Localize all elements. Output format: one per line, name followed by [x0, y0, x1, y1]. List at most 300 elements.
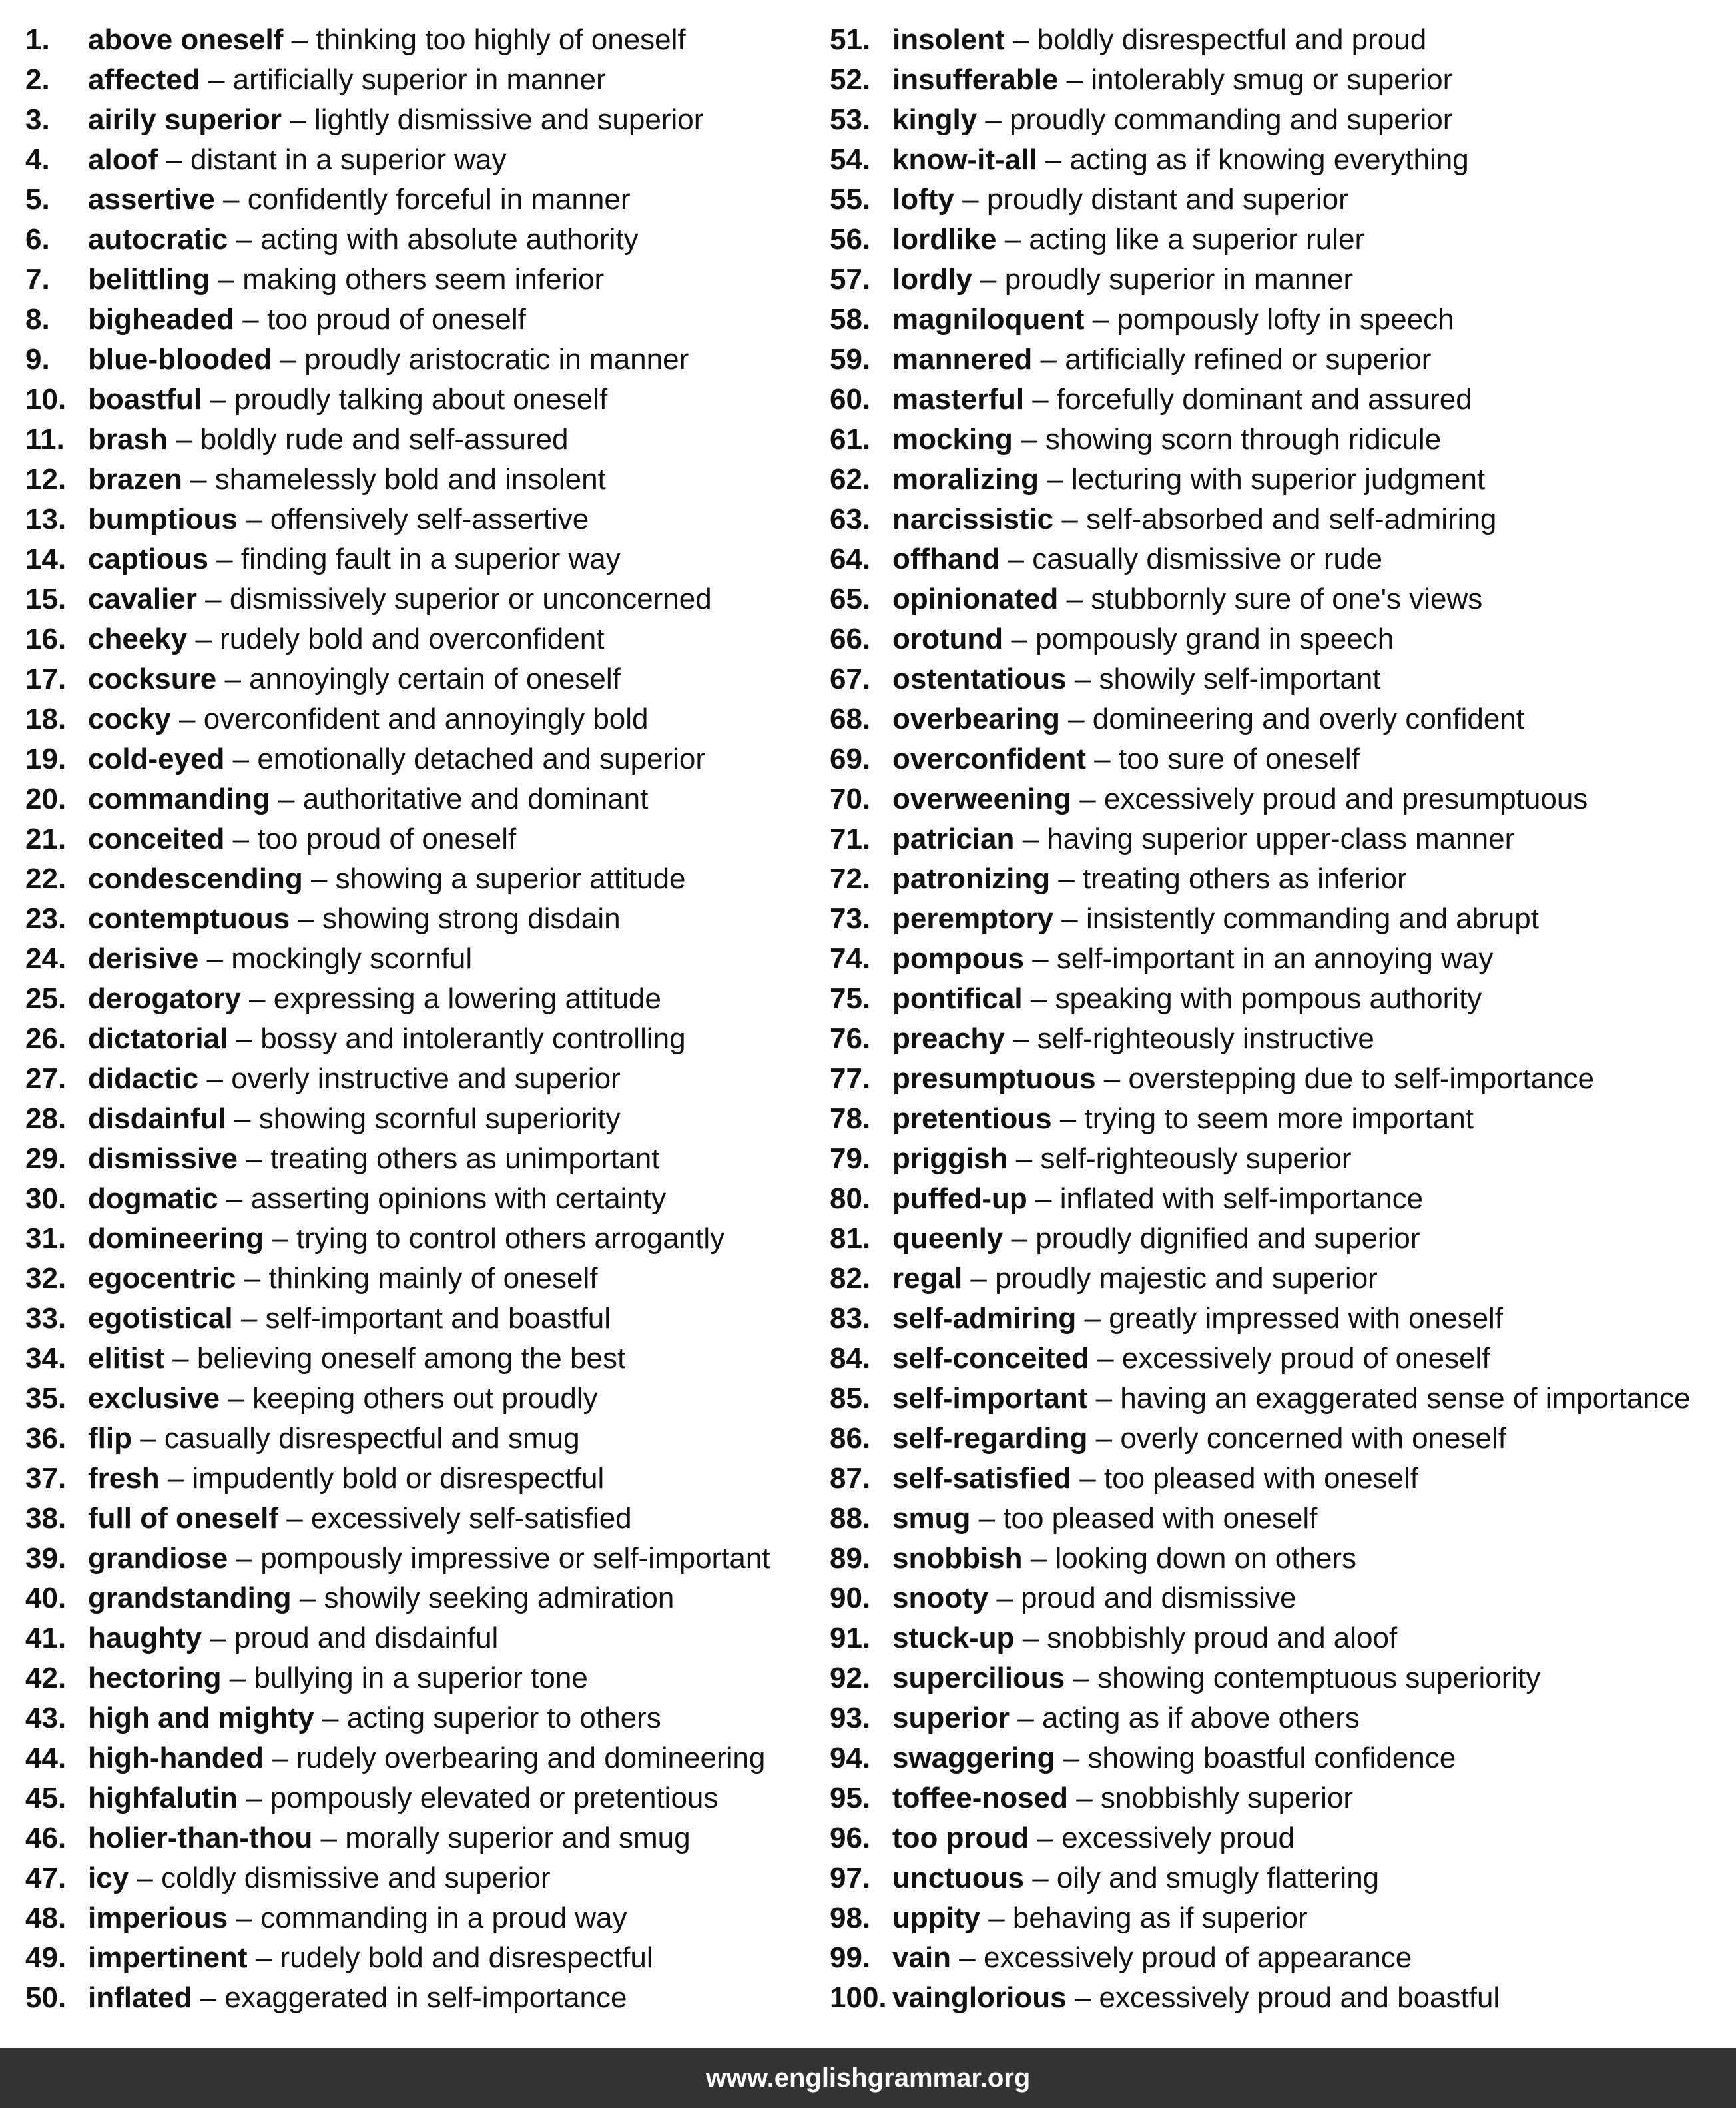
list-item [25, 1658, 811, 1698]
list-item-word: snobbish [892, 1542, 1023, 1575]
list-item [25, 699, 811, 739]
list-item-number: 16. [25, 623, 67, 655]
list-item [25, 1698, 811, 1738]
list-item-word: overweening [892, 783, 1071, 815]
list-item-separator: – [977, 103, 1010, 136]
list-item-definition: rudely overbearing and domineering [296, 1742, 766, 1774]
list-item-separator: – [228, 1902, 261, 1934]
list-item-separator: – [1023, 942, 1057, 975]
list-item-definition: too pleased with oneself [1003, 1502, 1318, 1535]
list-item [25, 939, 811, 979]
list-item-separator: – [263, 1742, 296, 1774]
list-item-definition: excessively proud of oneself [1121, 1342, 1490, 1375]
list-item-word: insufferable [892, 63, 1059, 96]
list-item-number: 11. [25, 423, 65, 456]
list-item-word: peremptory [892, 902, 1054, 935]
list-item-separator: – [1039, 463, 1071, 496]
list-item-definition: proud and disdainful [234, 1622, 499, 1654]
list-item-separator: – [1032, 343, 1065, 376]
list-item-definition: confidently forceful in manner [247, 183, 631, 216]
list-item-definition: showily seeking admiration [324, 1582, 675, 1614]
list-item [25, 1898, 811, 1938]
list-item [830, 340, 1722, 380]
list-item [830, 180, 1722, 220]
list-item [25, 380, 811, 420]
list-item-number: 5. [25, 183, 50, 216]
list-item-word: self-satisfied [892, 1462, 1071, 1495]
list-item-word: belittling [88, 263, 210, 296]
list-item-word: affected [88, 63, 200, 96]
list-item [25, 579, 811, 619]
list-item-number: 75. [830, 982, 871, 1015]
list-item-definition: annoyingly certain of oneself [249, 663, 621, 695]
list-item-number: 36. [25, 1422, 67, 1455]
list-item-number: 100. [830, 1981, 887, 2014]
list-item-word: bigheaded [88, 303, 235, 336]
list-item-definition: showing boastful confidence [1087, 1742, 1456, 1774]
list-item-definition: expressing a lowering attitude [273, 982, 661, 1015]
list-item-separator: – [198, 942, 232, 975]
list-item-separator: – [1059, 703, 1093, 735]
list-item-word: elitist [88, 1342, 164, 1375]
list-item [25, 1019, 811, 1059]
list-item-definition: behaving as if superior [1012, 1902, 1308, 1934]
list-item-separator: – [1010, 1702, 1042, 1734]
list-item-word: autocratic [88, 223, 228, 256]
list-item-separator: – [290, 902, 323, 935]
list-item-word: airily superior [88, 103, 282, 136]
list-item-word: vainglorious [892, 1981, 1067, 2014]
list-item-separator: – [1066, 1981, 1099, 2014]
list-item-number: 4. [25, 143, 50, 176]
list-item-number: 69. [830, 743, 871, 775]
list-item-separator: – [198, 1062, 232, 1095]
list-item [25, 100, 811, 140]
list-item-word: cocky [88, 703, 171, 735]
list-item [830, 699, 1722, 739]
list-item-separator: – [996, 223, 1029, 256]
list-item-word: lofty [892, 183, 954, 216]
list-item-separator: – [196, 583, 230, 615]
list-item-number: 68. [830, 703, 871, 735]
list-item-word: too proud [892, 1822, 1029, 1854]
footer-bar [0, 2048, 1736, 2108]
list-item [25, 180, 811, 220]
list-item-separator: – [214, 183, 248, 216]
list-item-number: 58. [830, 303, 871, 336]
list-item-number: 80. [830, 1182, 871, 1215]
list-item-separator: – [164, 1342, 197, 1375]
list-item-word: self-conceited [892, 1342, 1089, 1375]
list-item [830, 1658, 1722, 1698]
list-item-separator: – [228, 1022, 261, 1055]
list-item-number: 37. [25, 1462, 67, 1495]
list-item [830, 1419, 1722, 1459]
list-item [25, 859, 811, 899]
list-item-separator: – [202, 1622, 235, 1654]
list-item-separator: – [1089, 1342, 1122, 1375]
list-item-word: insolent [892, 23, 1005, 56]
list-item-separator: – [202, 383, 235, 416]
list-item-number: 13. [25, 503, 67, 535]
list-item-definition: greatly impressed with oneself [1109, 1302, 1504, 1335]
list-item-definition: snobbishly superior [1100, 1782, 1354, 1814]
list-item-separator: – [131, 1422, 164, 1455]
list-item-definition: oily and smugly flattering [1056, 1862, 1380, 1894]
list-item-word: self-admiring [892, 1302, 1077, 1335]
list-item-separator: – [208, 543, 241, 575]
list-item [25, 899, 811, 939]
list-item [25, 60, 811, 100]
list-item [25, 20, 811, 60]
list-item-number: 18. [25, 703, 67, 735]
list-item-definition: distant in a superior way [190, 143, 507, 176]
list-item-separator: – [1050, 863, 1083, 895]
list-item-word: supercilious [892, 1662, 1065, 1694]
list-item-definition: pompously impressive or self-important [260, 1542, 770, 1575]
list-item [830, 1339, 1722, 1379]
list-item [830, 939, 1722, 979]
list-item [25, 460, 811, 500]
list-item-definition: keeping others out proudly [252, 1382, 598, 1415]
list-item-definition: making others seem inferior [242, 263, 605, 296]
list-item-separator: – [1003, 1222, 1036, 1255]
list-item-separator: – [1029, 1822, 1062, 1854]
list-item-definition: self-absorbed and self-admiring [1086, 503, 1497, 535]
list-item [830, 1818, 1722, 1858]
list-item-separator: – [228, 223, 261, 256]
list-item-definition: dismissively superior or unconcerned [229, 583, 712, 615]
list-item-word: superior [892, 1702, 1010, 1734]
list-item-number: 1. [25, 23, 50, 56]
list-item-definition: bullying in a superior tone [254, 1662, 588, 1694]
list-item-number: 6. [25, 223, 50, 256]
list-item [830, 779, 1722, 819]
list-item-separator: – [1068, 1782, 1101, 1814]
list-item-separator: – [1058, 63, 1091, 96]
list-item-number: 63. [830, 503, 871, 535]
list-item-separator: – [970, 1502, 1004, 1535]
list-item [830, 1259, 1722, 1299]
list-item-definition: excessively proud of appearance [983, 1941, 1412, 1974]
list-item [25, 739, 811, 779]
list-item-number: 27. [25, 1062, 67, 1095]
list-item-word: preachy [892, 1022, 1005, 1055]
list-item [830, 1179, 1722, 1219]
list-item-separator: – [1053, 503, 1087, 535]
list-item-separator: – [962, 1262, 996, 1295]
list-item-definition: speaking with pompous authority [1055, 982, 1482, 1015]
list-item [25, 779, 811, 819]
list-item [25, 1219, 811, 1259]
list-item-word: unctuous [892, 1862, 1024, 1894]
list-item-definition: self-righteously instructive [1037, 1022, 1374, 1055]
list-item-separator: – [159, 1462, 192, 1495]
list-item-definition: lightly dismissive and superior [314, 103, 704, 136]
list-item-separator: – [1000, 543, 1033, 575]
list-item-definition: excessively self-satisfied [310, 1502, 632, 1535]
list-item-word: egocentric [88, 1262, 236, 1295]
list-item [25, 300, 811, 340]
list-item [25, 500, 811, 539]
list-item-number: 44. [25, 1742, 67, 1774]
list-item-number: 32. [25, 1262, 67, 1295]
list-item-number: 65. [830, 583, 871, 615]
list-item-separator: – [980, 1902, 1013, 1934]
list-item-number: 45. [25, 1782, 67, 1814]
list-item-definition: trying to seem more important [1084, 1102, 1474, 1135]
list-item-word: snooty [892, 1582, 989, 1614]
list-item-number: 50. [25, 1981, 67, 2014]
list-item-number: 12. [25, 463, 67, 496]
list-item-word: lordly [892, 263, 972, 296]
list-item-word: moralizing [892, 463, 1039, 496]
list-item [25, 1139, 811, 1179]
list-item [25, 1818, 811, 1858]
list-item-definition: showing scornful superiority [258, 1102, 621, 1135]
list-item-definition: self-important and boastful [265, 1302, 611, 1335]
list-item-number: 81. [830, 1222, 871, 1255]
list-item-number: 52. [830, 63, 871, 96]
list-item [25, 979, 811, 1019]
list-item-definition: boldly disrespectful and proud [1037, 23, 1427, 56]
list-item-number: 26. [25, 1022, 67, 1055]
list-item-definition: proudly commanding and superior [1010, 103, 1453, 136]
list-item [25, 260, 811, 300]
list-item [830, 1059, 1722, 1099]
list-item [830, 1099, 1722, 1139]
list-item-word: priggish [892, 1142, 1008, 1175]
list-item [830, 140, 1722, 180]
list-item-number: 31. [25, 1222, 67, 1255]
list-item-word: toffee-nosed [892, 1782, 1068, 1814]
list-item-separator: – [232, 1302, 266, 1335]
list-item-number: 71. [830, 823, 871, 855]
list-item [830, 1139, 1722, 1179]
list-item-definition: proudly talking about oneself [234, 383, 608, 416]
list-item-number: 54. [830, 143, 871, 176]
list-item-number: 29. [25, 1142, 67, 1175]
list-item-word: captious [88, 543, 208, 575]
list-item-number: 14. [25, 543, 67, 575]
list-item-definition: believing oneself among the best [196, 1342, 626, 1375]
list-item-word: cavalier [88, 583, 197, 615]
list-item-separator: – [1023, 1862, 1057, 1894]
list-item-word: conceited [88, 823, 225, 855]
list-item-word: pompous [892, 942, 1024, 975]
list-item-number: 84. [830, 1342, 871, 1375]
list-item-number: 34. [25, 1342, 67, 1375]
list-item-word: egotistical [88, 1302, 233, 1335]
list-item-separator: – [238, 1142, 270, 1175]
list-item-word: mocking [892, 423, 1013, 456]
list-item-definition: showing contemptuous superiority [1097, 1662, 1541, 1694]
list-item-definition: snobbishly proud and aloof [1047, 1622, 1398, 1654]
list-item-definition: excessively proud [1061, 1822, 1295, 1854]
list-item-number: 98. [830, 1902, 871, 1934]
list-item-word: domineering [88, 1222, 264, 1255]
list-item-number: 59. [830, 343, 871, 376]
list-item [830, 1738, 1722, 1778]
list-item-number: 83. [830, 1302, 871, 1335]
list-item-number: 33. [25, 1302, 67, 1335]
list-item-definition: showing strong disdain [322, 902, 621, 935]
list-item-number: 22. [25, 863, 67, 895]
list-item-separator: – [264, 1222, 296, 1255]
list-item [830, 460, 1722, 500]
list-item-separator: – [1087, 1422, 1121, 1455]
list-item-separator: – [237, 503, 270, 535]
list-item [25, 1499, 811, 1539]
list-item-word: swaggering [892, 1742, 1055, 1774]
list-item [830, 1299, 1722, 1339]
list-item-number: 97. [830, 1862, 871, 1894]
list-item-separator: – [221, 1662, 254, 1694]
list-item-separator: – [1058, 583, 1091, 615]
list-item-word: self-regarding [892, 1422, 1088, 1455]
list-item-word: offhand [892, 543, 1000, 575]
list-item-number: 3. [25, 103, 50, 136]
list-item-separator: – [237, 1782, 270, 1814]
list-item-definition: thinking mainly of oneself [268, 1262, 598, 1295]
list-item [830, 1858, 1722, 1898]
list-item-separator: – [216, 663, 250, 695]
list-item-number: 62. [830, 463, 871, 496]
list-item [25, 220, 811, 260]
list-item [25, 1858, 811, 1898]
list-item [830, 619, 1722, 659]
list-item-definition: acting superior to others [346, 1702, 661, 1734]
list-item-definition: looking down on others [1055, 1542, 1357, 1575]
list-item-word: impertinent [88, 1941, 248, 1974]
list-item-definition: rudely bold and disrespectful [280, 1941, 653, 1974]
list-item [25, 1179, 811, 1219]
list-item-definition: boldly rude and self-assured [200, 423, 569, 456]
list-item-number: 99. [830, 1941, 871, 1974]
list-item [830, 500, 1722, 539]
list-item-number: 56. [830, 223, 871, 256]
list-item-word: grandstanding [88, 1582, 292, 1614]
list-item-word: puffed-up [892, 1182, 1027, 1215]
list-item-definition: too proud of oneself [266, 303, 526, 336]
list-item-separator: – [236, 1262, 269, 1295]
list-item-number: 64. [830, 543, 871, 575]
list-item-definition: showing scorn through ridicule [1045, 423, 1442, 456]
list-item-word: dictatorial [88, 1022, 228, 1055]
list-item [830, 859, 1722, 899]
list-item-separator: – [224, 743, 258, 775]
list-item-word: dismissive [88, 1142, 238, 1175]
list-item-word: cocksure [88, 663, 217, 695]
list-item-separator: – [167, 423, 200, 456]
list-item-number: 73. [830, 902, 871, 935]
word-list-column-right [830, 20, 1722, 2018]
list-item-definition: excessively proud and boastful [1099, 1981, 1500, 2014]
list-item-word: narcissistic [892, 503, 1054, 535]
list-item-separator: – [1066, 663, 1099, 695]
list-item-number: 92. [830, 1662, 871, 1694]
list-item-number: 20. [25, 783, 67, 815]
list-item [830, 20, 1722, 60]
list-item-number: 9. [25, 343, 50, 376]
list-item-definition: proudly superior in manner [1004, 263, 1354, 296]
list-item-word: highfalutin [88, 1782, 238, 1814]
list-item-number: 42. [25, 1662, 67, 1694]
list-item [830, 1978, 1722, 2018]
list-item-definition: self-righteously superior [1040, 1142, 1352, 1175]
list-item-separator: – [988, 1582, 1021, 1614]
list-item-word: aloof [88, 143, 158, 176]
list-item-definition: mockingly scornful [231, 942, 473, 975]
list-item-word: vain [892, 1941, 952, 1974]
list-item-number: 90. [830, 1582, 871, 1614]
list-item-definition: rudely bold and overconfident [220, 623, 605, 655]
list-item [25, 1099, 811, 1139]
list-item-word: boastful [88, 383, 202, 416]
list-item-definition: thinking too highly of oneself [316, 23, 686, 56]
list-item-word: kingly [892, 103, 978, 136]
list-item-definition: too sure of oneself [1118, 743, 1360, 775]
list-item-number: 41. [25, 1622, 67, 1654]
list-item-number: 7. [25, 263, 50, 296]
list-item [830, 979, 1722, 1019]
list-item [830, 220, 1722, 260]
list-item-word: full of oneself [88, 1502, 278, 1535]
list-item-separator: – [283, 23, 316, 56]
list-item-number: 21. [25, 823, 67, 855]
list-item [830, 300, 1722, 340]
list-item-separator: – [972, 263, 1005, 296]
list-item-separator: – [182, 463, 215, 496]
list-item-number: 19. [25, 743, 67, 775]
footer-url[interactable]: www.englishgrammar.org [705, 2063, 1031, 2093]
list-item-separator: – [240, 982, 274, 1015]
list-item-word: orotund [892, 623, 1004, 655]
list-item-word: overconfident [892, 743, 1086, 775]
list-item-number: 96. [830, 1822, 871, 1854]
list-item-word: icy [88, 1862, 129, 1894]
list-item-number: 78. [830, 1102, 871, 1135]
list-item-number: 24. [25, 942, 67, 975]
list-item-word: fresh [88, 1462, 160, 1495]
word-list-column-left [25, 20, 811, 2018]
list-item-definition: having an exaggerated sense of importance [1120, 1382, 1691, 1415]
list-item-separator: – [272, 343, 305, 376]
list-item-definition: commanding in a proud way [260, 1902, 627, 1934]
list-item [830, 260, 1722, 300]
list-item [25, 1459, 811, 1499]
list-item-number: 89. [830, 1542, 871, 1575]
list-item [830, 1938, 1722, 1978]
list-item-word: patronizing [892, 863, 1051, 895]
list-item-definition: insistently commanding and abrupt [1086, 902, 1539, 935]
list-item-word: self-important [892, 1382, 1088, 1415]
list-item-separator: – [1012, 423, 1045, 456]
list-item-word: derogatory [88, 982, 241, 1015]
list-item-number: 23. [25, 902, 67, 935]
list-item-separator: – [226, 1102, 259, 1135]
list-item-definition: showing a superior attitude [335, 863, 686, 895]
list-item-definition: pompously grand in speech [1035, 623, 1394, 655]
list-item-definition: emotionally detached and superior [257, 743, 705, 775]
list-item-separator: – [228, 1542, 261, 1575]
list-item-number: 2. [25, 63, 50, 96]
list-item-separator: – [1022, 1542, 1055, 1575]
list-item-definition: artificially superior in manner [232, 63, 606, 96]
list-item-separator: – [302, 863, 336, 895]
list-item-word: pretentious [892, 1102, 1052, 1135]
list-item [830, 1778, 1722, 1818]
